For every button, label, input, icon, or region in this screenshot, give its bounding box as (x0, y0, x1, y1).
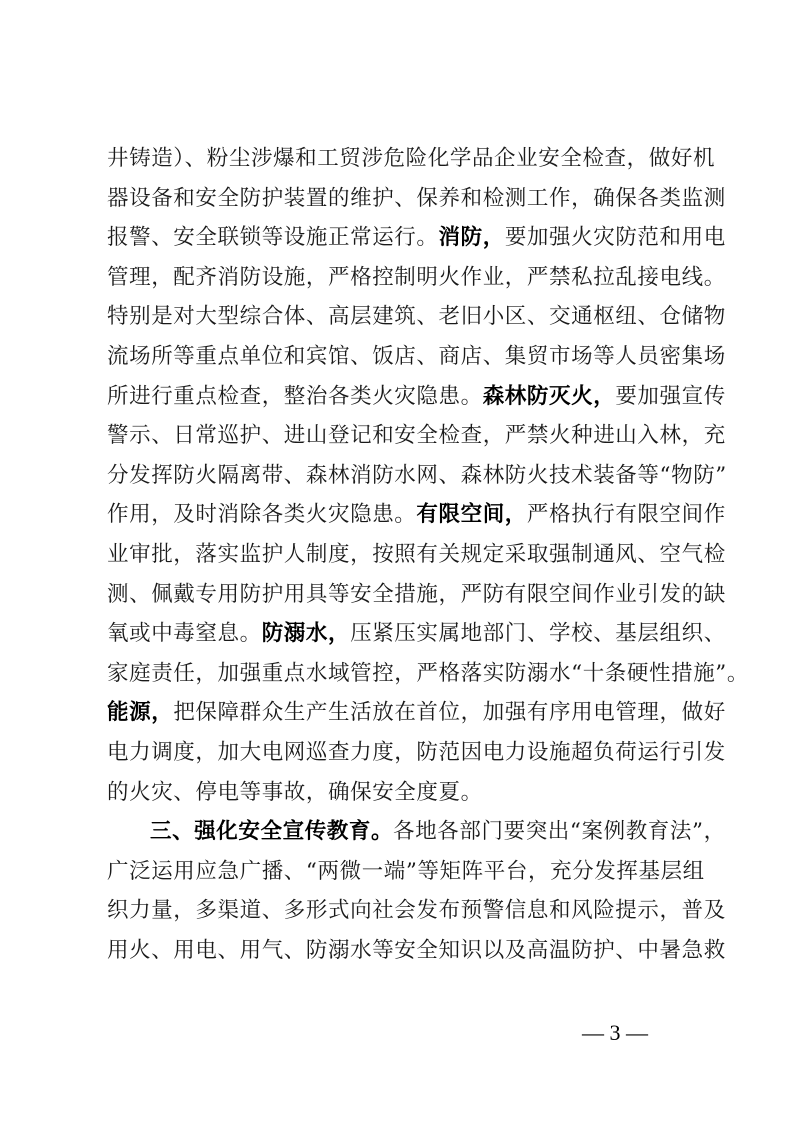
text-line (107, 535, 726, 575)
text-line (107, 297, 726, 337)
text-line (107, 654, 749, 694)
text-run: 器设备和安全防护装置的维护、保养和检测工作，确保各类监测 (107, 185, 726, 211)
text-run: 所进行重点检查，整治各类火灾隐患。 (107, 383, 483, 409)
text-run: 管理，配齐消防设施，严格控制明火作业，严禁私拉乱接电线。 (107, 264, 726, 290)
text-run: 用火、用电、用气、防溺水等安全知识以及高温防护、中暑急救 (107, 937, 726, 963)
body-text (107, 139, 749, 970)
paragraph-hazard-measures (107, 139, 749, 812)
text-line (107, 456, 727, 496)
paragraph-safety-education (107, 812, 726, 970)
text-run: 作用，及时消除各类火灾隐患。 (107, 502, 417, 528)
text-line (107, 179, 726, 219)
text-run: 家庭责任，加强重点水域管控，严格落实防溺水“十条硬性措施”。 (107, 660, 749, 686)
text-run: 分发挥防火隔离带、森林消防水网、森林防火技术装备等“物防” (107, 462, 727, 488)
text-line (107, 377, 726, 417)
text-run: 报警、安全联锁等设施正常运行。 (107, 225, 439, 251)
bold-heading-run: 有限空间， (416, 502, 527, 528)
text-line (107, 495, 726, 535)
page-number: — 3 — (582, 1020, 648, 1045)
text-run: 井铸造）、粉尘涉爆和工贸涉危险化学品企业安全检查，做好机 (107, 146, 716, 171)
text-line (107, 773, 691, 813)
text-line (107, 416, 726, 456)
text-line (107, 693, 726, 733)
text-run: 压紧压实属地部门、学校、基层组织、 (350, 621, 726, 647)
bold-heading-run: 能源， (107, 700, 174, 726)
text-run: 流场所等重点单位和宾馆、饭店、商店、集贸市场等人员密集场 (107, 343, 726, 369)
text-line (107, 812, 726, 852)
text-line (107, 575, 726, 615)
text-run: 的火灾、停电等事故，确保安全度夏。 (107, 779, 483, 805)
bold-heading-run: 森林防灭火， (482, 383, 616, 409)
text-line (107, 931, 726, 971)
text-run: 特别是对大型综合体、高层建筑、老旧小区、交通枢纽、仓储物 (107, 304, 726, 330)
text-line (107, 337, 726, 377)
text-line (107, 891, 726, 931)
bold-heading-run: 消防， (438, 225, 505, 251)
text-run: 各地各部门要突出“案例教育法”， (393, 819, 726, 845)
text-run: 广泛运用应急广播、“两微一端”等矩阵平台，充分发挥基层组 (107, 858, 705, 884)
text-run: 测、佩戴专用防护用具等安全措施，严防有限空间作业引发的缺 (107, 581, 726, 607)
text-run: 织力量，多渠道、多形式向社会发布预警信息和风险提示，普及 (107, 898, 726, 924)
bold-heading-run: 三、强化安全宣传教育。 (150, 819, 394, 845)
text-run: 严格执行有限空间作 (526, 502, 726, 528)
text-line (107, 139, 716, 179)
text-run: 业审批，落实监护人制度，按照有关规定采取强制通风、空气检 (107, 541, 726, 567)
text-run: 要加强宣传 (615, 383, 726, 409)
text-line (107, 218, 726, 258)
bold-heading-run: 防溺水， (261, 621, 351, 647)
text-line (107, 258, 726, 298)
text-line (107, 852, 705, 892)
text-line (107, 733, 726, 773)
text-run: 警示、日常巡护、进山登记和安全检查，严禁火种进山入林，充 (107, 423, 726, 449)
text-run: 电力调度，加大电网巡查力度，防范因电力设施超负荷运行引发 (107, 739, 726, 765)
text-run: 氧或中毒窒息。 (107, 621, 262, 647)
text-run: 把保障群众生产生活放在首位，加强有序用电管理，做好 (173, 700, 726, 726)
text-run: 要加强火灾防范和用电 (504, 225, 726, 251)
text-line (107, 614, 726, 654)
